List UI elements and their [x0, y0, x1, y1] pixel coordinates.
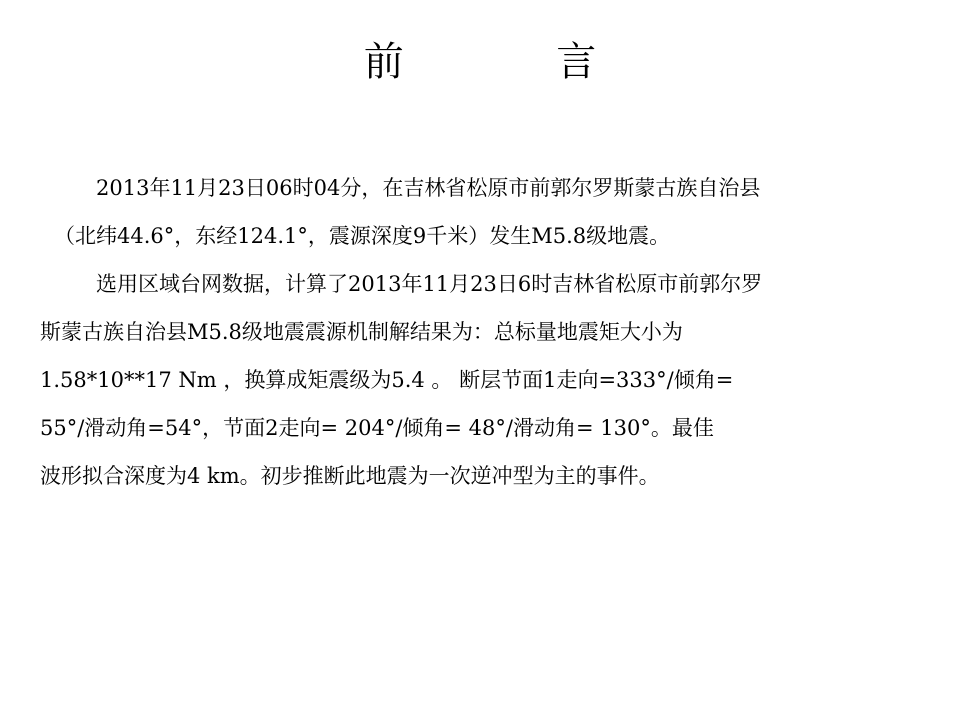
- paragraph-line: （北纬44.6°，东经124.1°，震源深度9千米）发生M5.8级地震。: [54, 224, 671, 248]
- page-title: 前 言: [363, 39, 597, 85]
- paragraph-line: 选用区域台网数据，计算了2013年11月23日6时吉林省松原市前郭尔罗: [96, 272, 763, 296]
- paragraph-line: 波形拟合深度为4 km。初步推断此地震为一次逆冲型为主的事件。: [40, 464, 660, 488]
- paragraph-line: 2013年11月23日06时04分，在吉林省松原市前郭尔罗斯蒙古族自治县: [96, 176, 761, 200]
- paragraph-focal-mechanism: [40, 260, 920, 500]
- paragraph-line: 1.58*10**17 Nm ，换算成矩震级为5.4 。 断层节面1走向=333°/倾角=: [40, 368, 734, 392]
- paragraph-line: 55°/滑动角=54°，节面2走向= 204°/倾角= 48°/滑动角= 130°。最佳: [40, 416, 714, 440]
- paragraph-event-summary: [40, 164, 920, 260]
- paragraph-line: 斯蒙古族自治县M5.8级地震震源机制解结果为：总标量地震矩大小为: [40, 320, 683, 344]
